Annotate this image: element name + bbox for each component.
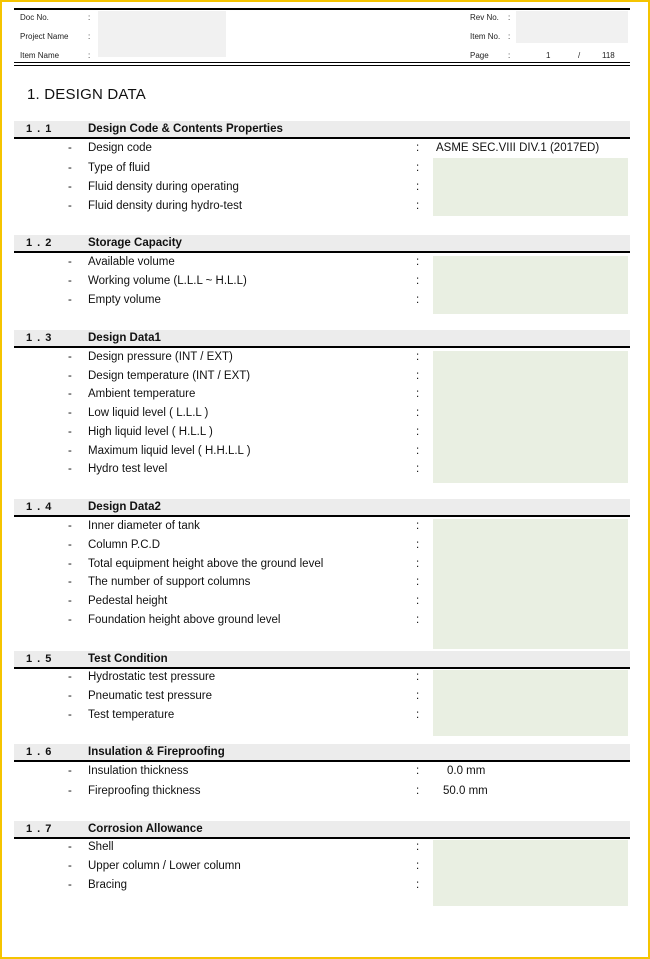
doc-no-colon: : (88, 13, 91, 22)
item-label: Design code (88, 142, 152, 154)
item-label: Type of fluid (88, 162, 151, 174)
list-item: - Design temperature (INT / EXT) : (68, 370, 420, 382)
list-item: - Maximum liquid level ( H.H.L.L ) : (68, 445, 420, 457)
item-label: Inner diameter of tank (88, 520, 200, 532)
section-number: 1 . 3 (26, 332, 53, 344)
item-label: The number of support columns (88, 576, 251, 588)
list-item: - Low liquid level ( L.L.L ) : (68, 407, 420, 419)
item-value: 50.0 mm (443, 785, 488, 797)
item-label: Design temperature (INT / EXT) (88, 370, 251, 382)
section-header (14, 235, 630, 253)
section-title: Corrosion Allowance (88, 823, 203, 835)
item-label: Hydro test level (88, 463, 168, 475)
list-item: - Test temperature : (68, 709, 420, 721)
rev-no-colon: : (508, 13, 511, 22)
section-title: Design Data2 (88, 501, 161, 513)
redacted-header-field (98, 11, 226, 57)
item-name-label: Item Name (20, 51, 60, 60)
header-double-rule (14, 62, 630, 66)
item-label: Foundation height above ground level (88, 614, 281, 626)
item-label: Bracing (88, 879, 127, 891)
list-item: - The number of support columns : (68, 576, 420, 588)
section-number: 1 . 7 (26, 823, 53, 835)
item-label: Shell (88, 841, 114, 853)
page-total: 118 (602, 51, 615, 60)
item-value: 0.0 mm (447, 765, 486, 777)
list-item: - Fireproofing thickness : 50.0 mm (68, 785, 488, 797)
page-colon: : (508, 51, 511, 60)
redacted-rev-field (516, 11, 628, 43)
list-item: - Fluid density during operating : (68, 181, 420, 193)
rev-no-label: Rev No. (470, 13, 499, 22)
list-item: - Design code : ASME SEC.VIII DIV.1 (2017ED) (68, 142, 600, 154)
item-no-label: Item No. (470, 32, 501, 41)
list-item: - Total equipment height above the ground level : (68, 558, 420, 570)
list-item: - Ambient temperature : (68, 388, 420, 400)
item-label: Maximum liquid level ( H.H.L.L ) (88, 445, 251, 457)
project-name-label: Project Name (20, 32, 69, 41)
section-number: 1 . 4 (26, 501, 53, 513)
section-title: Insulation & Fireproofing (88, 746, 225, 758)
section-title: Design Code & Contents Properties (88, 123, 283, 135)
section-header (14, 499, 630, 517)
section-header (14, 330, 630, 348)
section-title: Design Data1 (88, 332, 161, 344)
list-item: - Column P.C.D : (68, 539, 420, 551)
page-label: Page (470, 51, 489, 60)
item-label: Upper column / Lower column (88, 860, 241, 872)
list-item: - High liquid level ( H.L.L ) : (68, 426, 420, 438)
page-title: 1. DESIGN DATA (27, 86, 146, 103)
list-item: - Fluid density during hydro-test : (68, 200, 420, 212)
item-label: Pedestal height (88, 595, 168, 607)
item-label: Total equipment height above the ground level (88, 558, 324, 570)
section-number: 1 . 1 (26, 123, 53, 135)
list-item: - Design pressure (INT / EXT) : (68, 351, 420, 363)
list-item: - Hydrostatic test pressure : (68, 671, 420, 683)
item-label: Design pressure (INT / EXT) (88, 351, 233, 363)
page-current: 1 (546, 51, 551, 60)
section-header (14, 121, 630, 139)
item-label: Working volume (L.L.L ~ H.L.L) (88, 275, 247, 287)
section-header (14, 821, 630, 839)
item-label: Pneumatic test pressure (88, 690, 213, 702)
item-label: Test temperature (88, 709, 175, 721)
section-number: 1 . 2 (26, 237, 53, 249)
item-label: Fluid density during hydro-test (88, 200, 243, 212)
list-item: - Bracing : (68, 879, 420, 891)
section-header (14, 744, 630, 762)
list-item: - Hydro test level : (68, 463, 420, 475)
section-title: Storage Capacity (88, 237, 182, 249)
item-label: Fluid density during operating (88, 181, 239, 193)
item-label: Ambient temperature (88, 388, 196, 400)
item-no-colon: : (508, 32, 511, 41)
item-name-colon: : (88, 51, 91, 60)
section-title: Test Condition (88, 653, 168, 665)
list-item: - Upper column / Lower column : (68, 860, 420, 872)
list-item: - Type of fluid : (68, 162, 420, 174)
section-header (14, 651, 630, 669)
item-label: Available volume (88, 256, 175, 268)
section-number: 1 . 6 (26, 746, 53, 758)
item-label: Fireproofing thickness (88, 785, 201, 797)
item-label: High liquid level ( H.L.L ) (88, 426, 213, 438)
item-label: Insulation thickness (88, 765, 189, 777)
item-value: ASME SEC.VIII DIV.1 (2017ED) (436, 142, 600, 154)
project-name-colon: : (88, 32, 91, 41)
list-item: - Shell : (68, 841, 420, 853)
list-item: - Working volume (L.L.L ~ H.L.L) : (68, 275, 420, 287)
section-number: 1 . 5 (26, 653, 53, 665)
list-item: - Pneumatic test pressure : (68, 690, 420, 702)
list-item: - Pedestal height : (68, 595, 420, 607)
list-item: - Foundation height above ground level : (68, 614, 420, 626)
page-separator: / (578, 51, 581, 60)
item-label: Low liquid level ( L.L.L ) (88, 407, 209, 419)
doc-no-label: Doc No. (20, 13, 49, 22)
list-item: - Inner diameter of tank : (68, 520, 420, 532)
list-item: - Empty volume : (68, 294, 420, 306)
list-item: - Available volume : (68, 256, 420, 268)
item-label: Column P.C.D (88, 539, 161, 551)
item-label: Hydrostatic test pressure (88, 671, 216, 683)
list-item: - Insulation thickness : 0.0 mm (68, 765, 486, 777)
item-label: Empty volume (88, 294, 161, 306)
